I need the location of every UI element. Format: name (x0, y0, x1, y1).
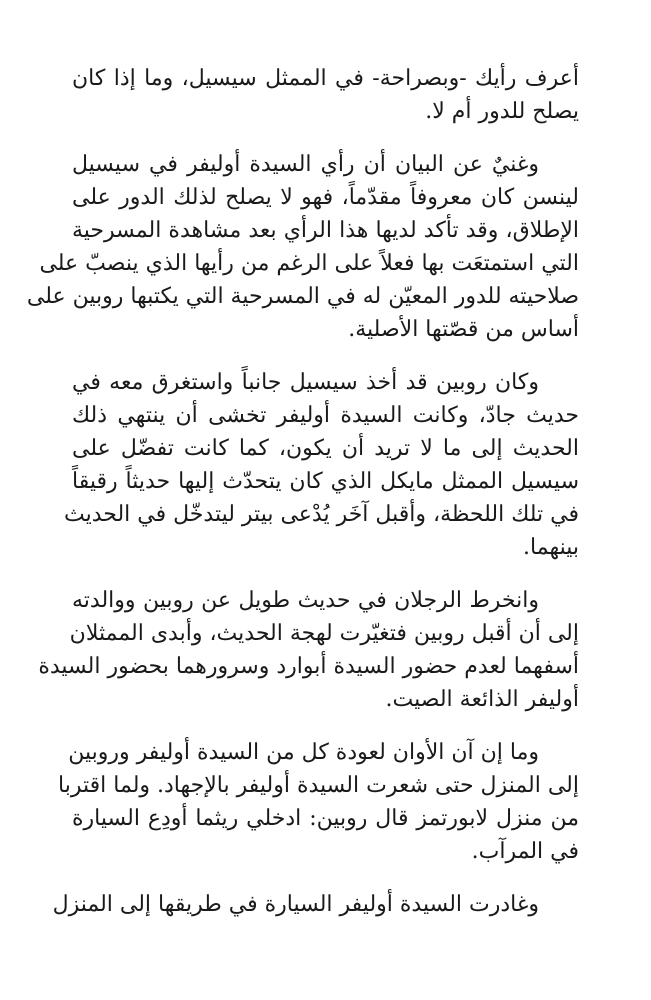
text-line: وغنيٌ عن البيان أن رأي السيدة أوليفر في سيسيل (72, 152, 539, 177)
paragraph-6 (52, 888, 579, 921)
paragraph-4 (38, 584, 579, 716)
text-line: في تلك اللحظة، وأقبل آخَر يُدْعى بيتر ليتدخّل في الحديث (64, 502, 579, 527)
text-line: وغادرت السيدة أوليفر السيارة في طريقها إلى المنزل (52, 892, 539, 917)
paragraph-5 (58, 736, 579, 868)
text-line: أسفهما لعدم حضور السيدة أبوارد وسرورهما بحضور السيدة (38, 654, 579, 679)
text-line: يصلح للدور أم لا. (425, 99, 579, 124)
paragraph-1 (72, 62, 579, 128)
text-line: إلى المنزل حتى شعرت السيدة أوليفر بالإجهاد. ولما اقتربا (58, 773, 579, 798)
text-line: صلاحيته للدور المعيّن له في المسرحية التي يكتبها روبين على (26, 284, 579, 309)
text-line: وانخرط الرجلان في حديث طويل عن روبين ووالدته (72, 588, 539, 613)
text-line: حديث جادّ، وكانت السيدة أوليفر تخشى أن ينتهي ذلك (72, 403, 579, 428)
text-line: سيسيل الممثل مايكل الذي كان يتحدّث إليها حديثاً رقيقاً (72, 469, 579, 494)
text-line: أساس من قصّتها الأصلية. (348, 317, 579, 342)
text-line: أعرف رأيك -وبصراحة- في الممثل سيسيل، وما إذا كان (72, 66, 579, 91)
paragraph-2 (26, 148, 579, 346)
text-line: التي استمتعَت بها فعلاً على الرغم من رأيها الذي ينصبّ على (39, 251, 579, 276)
text-line: وكان روبين قد أخذ سيسيل جانباً واستغرق معه في (72, 370, 539, 395)
text-line: وما إن آن الأوان لعودة كل من السيدة أوليفر وروبين (68, 740, 539, 765)
text-line: في المرآب. (471, 839, 579, 864)
text-line: أوليفر الذائعة الصيت. (385, 687, 579, 712)
text-line: إلى أن أقبل روبين فتغيّرت لهجة الحديث، وأبدى الممثلان (69, 621, 579, 646)
text-line: الحديث إلى ما لا تريد أن يكون، كما كانت تفضّل على (72, 436, 579, 461)
paragraph-3 (64, 366, 579, 564)
text-line: من منزل لابورتمز قال روبين: ادخلي ريثما أودِع السيارة (72, 806, 579, 831)
text-line: بينهما. (523, 535, 579, 560)
text-line: لينسن كان معروفاً مقدّماً، فهو لا يصلح لذلك الدور على (72, 185, 579, 210)
text-line: الإطلاق، وقد تأكد لديها هذا الرأي بعد مشاهدة المسرحية (72, 218, 579, 243)
